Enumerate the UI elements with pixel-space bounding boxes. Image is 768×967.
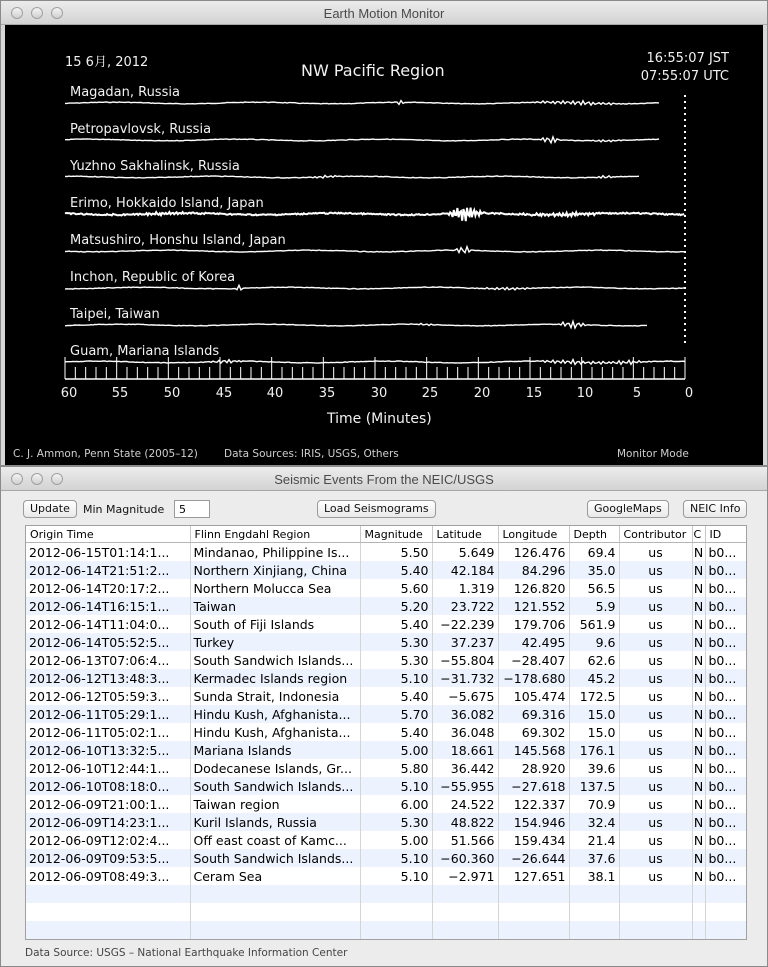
- contributor-cell: us: [619, 543, 692, 562]
- depth-cell: 62.6: [569, 651, 619, 669]
- origin-time-cell: 2012-06-09T08:49:3...: [26, 867, 190, 885]
- empty-cell: [26, 921, 190, 939]
- id-cell: b0...: [705, 687, 747, 705]
- longitude-cell: 105.474: [498, 687, 569, 705]
- empty-cell: [619, 921, 692, 939]
- axis-tick-label: 5: [632, 386, 642, 401]
- table-row[interactable]: [26, 597, 747, 615]
- axis-tick-label: 60: [60, 386, 78, 401]
- depth-cell: 561.9: [569, 615, 619, 633]
- origin-time-cell: 2012-06-10T12:44:1...: [26, 759, 190, 777]
- table-row[interactable]: [26, 723, 747, 741]
- magnitude-cell: 5.40: [360, 687, 432, 705]
- events-titlebar[interactable]: [1, 467, 767, 491]
- region-cell: Sunda Strait, Indonesia: [190, 687, 360, 705]
- station-label: Magadan, Russia: [70, 85, 180, 100]
- table-row[interactable]: [26, 741, 747, 759]
- empty-cell: [705, 903, 747, 921]
- id-cell: b0...: [705, 705, 747, 723]
- c-cell: N: [693, 616, 704, 632]
- region-cell: Kermadec Islands region: [190, 669, 360, 687]
- depth-cell: 15.0: [569, 705, 619, 723]
- origin-time-cell: 2012-06-15T01:14:1...: [26, 543, 190, 562]
- empty-cell: [432, 885, 498, 903]
- magnitude-cell: 5.10: [360, 669, 432, 687]
- depth-cell: 38.1: [569, 867, 619, 885]
- latitude-cell: 18.661: [432, 741, 498, 759]
- empty-row: [26, 885, 747, 903]
- empty-cell: [692, 885, 705, 903]
- c-cell: N: [693, 580, 704, 596]
- origin-time-cell: 2012-06-10T13:32:5...: [26, 741, 190, 759]
- longitude-cell: 42.495: [498, 633, 569, 651]
- c-cell: N: [693, 796, 704, 812]
- empty-cell: [190, 885, 360, 903]
- origin-time-cell: 2012-06-12T05:59:3...: [26, 687, 190, 705]
- origin-time-cell: 2012-06-13T07:06:4...: [26, 651, 190, 669]
- region-cell: South Sandwich Islands...: [190, 651, 360, 669]
- seismogram-trace-2: [65, 175, 639, 178]
- latitude-cell: 51.566: [432, 831, 498, 849]
- region-cell: Hindu Kush, Afghanista...: [190, 723, 360, 741]
- depth-cell: 137.5: [569, 777, 619, 795]
- c-cell: N: [693, 598, 704, 614]
- latitude-cell: −55.955: [432, 777, 498, 795]
- column-header-origin-time[interactable]: Origin Time: [26, 526, 190, 543]
- contributor-cell: us: [619, 759, 692, 777]
- empty-cell: [619, 903, 692, 921]
- id-cell: b0...: [705, 543, 747, 562]
- earth-motion-monitor-window: [0, 0, 768, 466]
- longitude-cell: 122.337: [498, 795, 569, 813]
- longitude-cell: 179.706: [498, 615, 569, 633]
- magnitude-cell: 5.50: [360, 543, 432, 562]
- seismic-events-window: [0, 466, 768, 967]
- latitude-cell: −22.239: [432, 615, 498, 633]
- contributor-cell: us: [619, 705, 692, 723]
- station-label: Taipei, Taiwan: [70, 307, 160, 322]
- longitude-cell: 127.651: [498, 867, 569, 885]
- longitude-cell: 145.568: [498, 741, 569, 759]
- longitude-cell: 126.476: [498, 543, 569, 562]
- magnitude-cell: 5.70: [360, 705, 432, 723]
- id-cell: b0...: [705, 651, 747, 669]
- axis-tick-label: 35: [318, 386, 336, 401]
- longitude-cell: −27.618: [498, 777, 569, 795]
- axis-tick-label: 0: [684, 386, 694, 401]
- depth-cell: 15.0: [569, 723, 619, 741]
- region-cell: South of Fiji Islands: [190, 615, 360, 633]
- neic-info-button[interactable]: NEIC Info: [683, 500, 747, 518]
- events-window-title: Seismic Events From the NEIC/USGS: [274, 472, 494, 487]
- origin-time-cell: 2012-06-09T09:53:5...: [26, 849, 190, 867]
- table-row[interactable]: [26, 633, 747, 651]
- monitor-titlebar[interactable]: [1, 1, 767, 25]
- magnitude-cell: 5.00: [360, 741, 432, 759]
- longitude-cell: −178.680: [498, 669, 569, 687]
- origin-time-cell: 2012-06-11T05:29:1...: [26, 705, 190, 723]
- depth-cell: 37.6: [569, 849, 619, 867]
- latitude-cell: 36.048: [432, 723, 498, 741]
- depth-cell: 45.2: [569, 669, 619, 687]
- c-cell: N: [693, 652, 704, 668]
- longitude-cell: 154.946: [498, 813, 569, 831]
- axis-tick-label: 55: [111, 386, 129, 401]
- seismogram-display: [5, 25, 763, 465]
- column-header-region[interactable]: Flinn Engdahl Region: [190, 526, 360, 543]
- contributor-cell: us: [619, 597, 692, 615]
- axis-tick-label: 50: [163, 386, 181, 401]
- empty-cell: [432, 903, 498, 921]
- region-cell: Kuril Islands, Russia: [190, 813, 360, 831]
- longitude-cell: −28.407: [498, 651, 569, 669]
- contributor-cell: us: [619, 687, 692, 705]
- table-row[interactable]: [26, 705, 747, 723]
- id-cell: b0...: [705, 831, 747, 849]
- contributor-cell: us: [619, 723, 692, 741]
- contributor-cell: us: [619, 849, 692, 867]
- id-cell: b0...: [705, 867, 747, 885]
- empty-cell: [360, 903, 432, 921]
- station-label: Erimo, Hokkaido Island, Japan: [70, 196, 264, 211]
- origin-time-cell: 2012-06-14T05:52:5...: [26, 633, 190, 651]
- id-cell: b0...: [705, 561, 747, 579]
- column-header-c[interactable]: C: [692, 526, 705, 543]
- empty-cell: [190, 921, 360, 939]
- station-label: Yuzhno Sakhalinsk, Russia: [70, 159, 240, 174]
- c-cell: N: [693, 832, 704, 848]
- empty-cell: [26, 903, 190, 921]
- origin-time-cell: 2012-06-12T13:48:3...: [26, 669, 190, 687]
- table-row[interactable]: [26, 831, 747, 849]
- latitude-cell: 42.184: [432, 561, 498, 579]
- date-label: 15 6月, 2012: [65, 55, 149, 70]
- table-row[interactable]: [26, 615, 747, 633]
- contributor-cell: us: [619, 741, 692, 759]
- empty-cell: [498, 921, 569, 939]
- depth-cell: 5.9: [569, 597, 619, 615]
- empty-cell: [498, 885, 569, 903]
- latitude-cell: 23.722: [432, 597, 498, 615]
- id-cell: b0...: [705, 777, 747, 795]
- latitude-cell: 36.442: [432, 759, 498, 777]
- table-row[interactable]: [26, 579, 747, 597]
- depth-cell: 9.6: [569, 633, 619, 651]
- empty-cell: [705, 921, 747, 939]
- region-cell: Taiwan: [190, 597, 360, 615]
- depth-cell: 21.4: [569, 831, 619, 849]
- table-row[interactable]: [26, 651, 747, 669]
- latitude-cell: −60.360: [432, 849, 498, 867]
- longitude-cell: 28.920: [498, 759, 569, 777]
- axis-tick-label: 45: [215, 386, 233, 401]
- depth-cell: 69.4: [569, 543, 619, 562]
- seismogram-trace-6: [65, 321, 647, 328]
- seismogram-trace-1: [65, 137, 659, 143]
- longitude-cell: 121.552: [498, 597, 569, 615]
- magnitude-cell: 6.00: [360, 795, 432, 813]
- contributor-cell: us: [619, 831, 692, 849]
- contributor-cell: us: [619, 615, 692, 633]
- table-row[interactable]: [26, 813, 747, 831]
- empty-cell: [692, 921, 705, 939]
- min-magnitude-label: Min Magnitude: [83, 503, 165, 516]
- latitude-cell: 48.822: [432, 813, 498, 831]
- c-cell: N: [693, 742, 704, 758]
- c-cell: N: [693, 544, 704, 560]
- magnitude-cell: 5.30: [360, 633, 432, 651]
- contributor-cell: us: [619, 813, 692, 831]
- mode-indicator: Monitor Mode: [617, 448, 689, 460]
- c-cell: N: [693, 670, 704, 686]
- contributor-cell: us: [619, 561, 692, 579]
- id-cell: b0...: [705, 597, 747, 615]
- empty-cell: [569, 885, 619, 903]
- table-row[interactable]: [26, 849, 747, 867]
- origin-time-cell: 2012-06-14T20:17:2...: [26, 579, 190, 597]
- update-button[interactable]: Update: [23, 500, 77, 518]
- region-cell: Off east coast of Kamc...: [190, 831, 360, 849]
- origin-time-cell: 2012-06-09T12:02:4...: [26, 831, 190, 849]
- origin-time-cell: 2012-06-09T14:23:1...: [26, 813, 190, 831]
- empty-cell: [498, 903, 569, 921]
- region-cell: Northern Molucca Sea: [190, 579, 360, 597]
- empty-row: [26, 921, 747, 939]
- magnitude-cell: 5.40: [360, 615, 432, 633]
- depth-cell: 56.5: [569, 579, 619, 597]
- axis-tick-label: 10: [576, 386, 594, 401]
- contributor-cell: us: [619, 867, 692, 885]
- column-header-magnitude[interactable]: Magnitude: [360, 526, 432, 543]
- axis-tick-label: 20: [473, 386, 491, 401]
- c-cell: N: [693, 634, 704, 650]
- googlemaps-button[interactable]: GoogleMaps: [587, 500, 669, 518]
- contributor-cell: us: [619, 579, 692, 597]
- region-cell: Taiwan region: [190, 795, 360, 813]
- c-cell: N: [693, 868, 704, 884]
- data-source-footer: Data Source: USGS – National Earthquake Information Center: [25, 947, 348, 959]
- longitude-cell: −26.644: [498, 849, 569, 867]
- table-header-row: [26, 526, 747, 543]
- longitude-cell: 126.820: [498, 579, 569, 597]
- empty-cell: [190, 903, 360, 921]
- magnitude-cell: 5.10: [360, 777, 432, 795]
- c-cell: N: [693, 688, 704, 704]
- id-cell: b0...: [705, 723, 747, 741]
- magnitude-cell: 5.20: [360, 597, 432, 615]
- c-cell: N: [693, 760, 704, 776]
- empty-cell: [26, 885, 190, 903]
- empty-cell: [619, 885, 692, 903]
- origin-time-cell: 2012-06-14T11:04:0...: [26, 615, 190, 633]
- id-cell: b0...: [705, 633, 747, 651]
- origin-time-cell: 2012-06-14T16:15:1...: [26, 597, 190, 615]
- depth-cell: 32.4: [569, 813, 619, 831]
- latitude-cell: −55.804: [432, 651, 498, 669]
- station-label: Petropavlovsk, Russia: [70, 122, 212, 137]
- latitude-cell: 37.237: [432, 633, 498, 651]
- table-row[interactable]: [26, 795, 747, 813]
- station-label: Inchon, Republic of Korea: [70, 270, 236, 285]
- monitor-window-title: Earth Motion Monitor: [323, 6, 445, 21]
- latitude-cell: −31.732: [432, 669, 498, 687]
- axis-tick-label: 25: [421, 386, 439, 401]
- contributor-cell: us: [619, 777, 692, 795]
- id-cell: b0...: [705, 759, 747, 777]
- id-cell: b0...: [705, 849, 747, 867]
- longitude-cell: 69.302: [498, 723, 569, 741]
- id-cell: b0...: [705, 579, 747, 597]
- depth-cell: 39.6: [569, 759, 619, 777]
- longitude-cell: 84.296: [498, 561, 569, 579]
- station-label: Guam, Mariana Islands: [70, 344, 220, 359]
- column-header-depth[interactable]: Depth: [569, 526, 619, 543]
- c-cell: N: [693, 778, 704, 794]
- c-cell: N: [693, 724, 704, 740]
- magnitude-cell: 5.30: [360, 651, 432, 669]
- latitude-cell: 24.522: [432, 795, 498, 813]
- region-cell: South Sandwich Islands...: [190, 849, 360, 867]
- magnitude-cell: 5.40: [360, 561, 432, 579]
- load-seismograms-button[interactable]: Load Seismograms: [317, 500, 436, 518]
- id-cell: b0...: [705, 669, 747, 687]
- magnitude-cell: 5.80: [360, 759, 432, 777]
- region-cell: Turkey: [190, 633, 360, 651]
- station-label: Matsushiro, Honshu Island, Japan: [70, 233, 286, 248]
- origin-time-cell: 2012-06-10T08:18:0...: [26, 777, 190, 795]
- contributor-cell: us: [619, 795, 692, 813]
- c-cell: N: [693, 850, 704, 866]
- events-table: [25, 525, 747, 940]
- contributor-cell: us: [619, 651, 692, 669]
- events-toolbar: [1, 499, 767, 521]
- contributor-cell: us: [619, 633, 692, 651]
- column-header-id[interactable]: ID: [705, 526, 747, 543]
- axis-tick-label: 15: [525, 386, 543, 401]
- empty-row: [26, 903, 747, 921]
- table-row[interactable]: [26, 759, 747, 777]
- c-cell: N: [693, 814, 704, 830]
- latitude-cell: −5.675: [432, 687, 498, 705]
- empty-cell: [569, 903, 619, 921]
- c-cell: N: [693, 562, 704, 578]
- magnitude-cell: 5.30: [360, 813, 432, 831]
- region-cell: Mindanao, Philippine Is...: [190, 543, 360, 562]
- table-row[interactable]: [26, 669, 747, 687]
- time-utc: 07:55:07 UTC: [640, 69, 729, 84]
- depth-cell: 70.9: [569, 795, 619, 813]
- time-jst: 16:55:07 JST: [646, 51, 729, 66]
- region-cell: Ceram Sea: [190, 867, 360, 885]
- empty-cell: [360, 921, 432, 939]
- latitude-cell: 36.082: [432, 705, 498, 723]
- magnitude-cell: 5.00: [360, 831, 432, 849]
- empty-cell: [360, 885, 432, 903]
- contributor-cell: us: [619, 669, 692, 687]
- depth-cell: 172.5: [569, 687, 619, 705]
- table-row[interactable]: [26, 777, 747, 795]
- table-row[interactable]: [26, 543, 747, 562]
- column-header-contributor[interactable]: Contributor: [619, 526, 692, 543]
- depth-cell: 176.1: [569, 741, 619, 759]
- region-cell: Mariana Islands: [190, 741, 360, 759]
- magnitude-cell: 5.10: [360, 849, 432, 867]
- c-cell: N: [693, 706, 704, 722]
- id-cell: b0...: [705, 741, 747, 759]
- empty-cell: [705, 885, 747, 903]
- empty-cell: [569, 921, 619, 939]
- min-magnitude-input[interactable]: [174, 500, 210, 518]
- empty-cell: [432, 921, 498, 939]
- table-row[interactable]: [26, 561, 747, 579]
- seismogram-trace-0: [65, 101, 659, 106]
- depth-cell: 35.0: [569, 561, 619, 579]
- magnitude-cell: 5.10: [360, 867, 432, 885]
- region-cell: Northern Xinjiang, China: [190, 561, 360, 579]
- region-cell: South Sandwich Islands...: [190, 777, 360, 795]
- seismogram-trace-5: [65, 285, 685, 290]
- latitude-cell: 1.319: [432, 579, 498, 597]
- axis-tick-label: 30: [370, 386, 388, 401]
- column-header-latitude[interactable]: Latitude: [432, 526, 498, 543]
- empty-cell: [692, 903, 705, 921]
- region-cell: Hindu Kush, Afghanista...: [190, 705, 360, 723]
- data-sources-text: Data Sources: IRIS, USGS, Others: [224, 448, 399, 460]
- events-table-body: [26, 543, 747, 940]
- origin-time-cell: 2012-06-14T21:51:2...: [26, 561, 190, 579]
- latitude-cell: 5.649: [432, 543, 498, 562]
- axis-tick-label: 40: [266, 386, 284, 401]
- region-title: NW Pacific Region: [301, 61, 445, 80]
- longitude-cell: 159.434: [498, 831, 569, 849]
- magnitude-cell: 5.60: [360, 579, 432, 597]
- id-cell: b0...: [705, 615, 747, 633]
- id-cell: b0...: [705, 813, 747, 831]
- column-header-longitude[interactable]: Longitude: [498, 526, 569, 543]
- magnitude-cell: 5.40: [360, 723, 432, 741]
- id-cell: b0...: [705, 795, 747, 813]
- origin-time-cell: 2012-06-11T05:02:1...: [26, 723, 190, 741]
- axis-label: Time (Minutes): [327, 411, 432, 427]
- region-cell: Dodecanese Islands, Gr...: [190, 759, 360, 777]
- table-row[interactable]: [26, 867, 747, 885]
- longitude-cell: 69.316: [498, 705, 569, 723]
- latitude-cell: −2.971: [432, 867, 498, 885]
- origin-time-cell: 2012-06-09T21:00:1...: [26, 795, 190, 813]
- table-row[interactable]: [26, 687, 747, 705]
- credit-text: C. J. Ammon, Penn State (2005–12): [13, 448, 198, 460]
